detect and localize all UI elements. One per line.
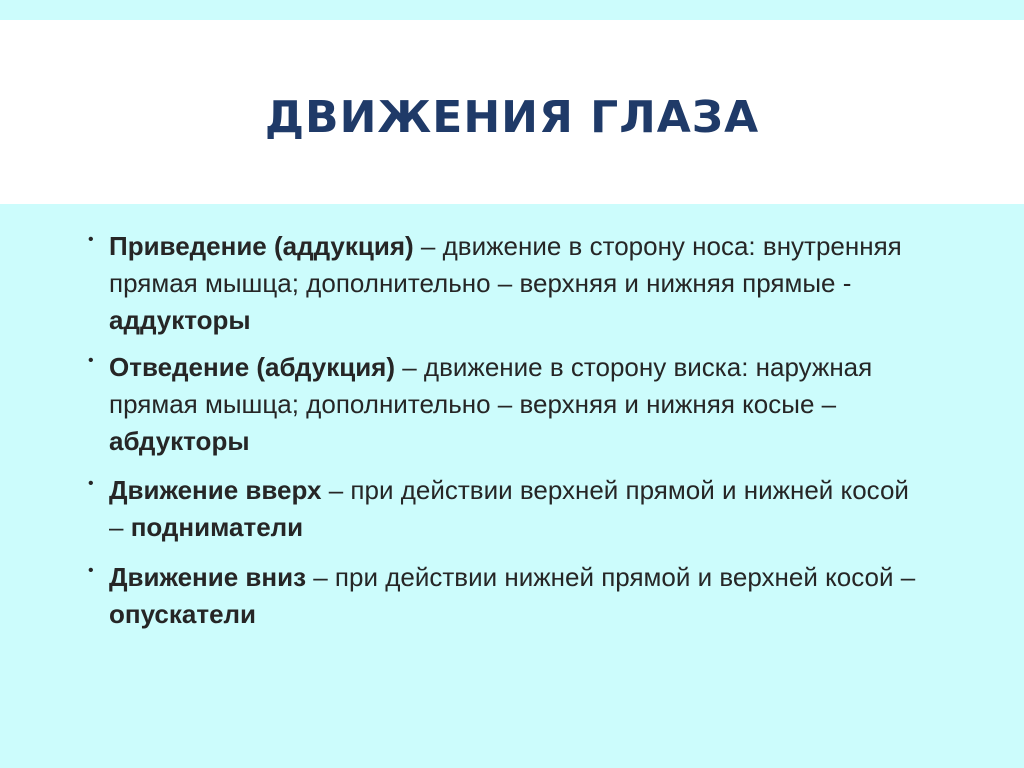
bullet-description: – движение в сторону носа: внутренняя прямая мышца; дополнительно – верхняя и нижняя прямые - [109,231,902,298]
bullet-dot-icon: • [88,352,94,369]
bullet-dot-icon: • [88,562,94,579]
bullet-description: – при действии верхней прямой и нижней косой – [109,475,909,542]
bullet-result: абдукторы [109,426,250,456]
bullet-description: – при действии нижней прямой и верхней косой – [306,562,916,592]
bullet-term: Движение вниз [109,562,307,592]
bullet-elevation [88,472,928,546]
bullet-dot-icon: • [88,231,94,248]
bullet-term: Отведение (абдукция) [109,352,396,382]
bullet-list [88,228,928,643]
bullet-dot-icon: • [88,475,94,492]
bullet-adduction [88,228,928,339]
slide-title: ДВИЖЕНИЯ ГЛАЗА [264,92,760,143]
bullet-depression [88,559,928,633]
bullet-result: опускатели [109,599,257,629]
bullet-term: Движение вверх [109,475,322,505]
bullet-result: подниматели [130,512,304,542]
bullet-description: – движение в сторону виска: наружная прямая мышца; дополнительно – верхняя и нижняя косые – [109,352,873,419]
bullet-result: аддукторы [109,305,251,335]
bullet-abduction [88,349,928,460]
bullet-term: Приведение (аддукция) [109,231,414,261]
